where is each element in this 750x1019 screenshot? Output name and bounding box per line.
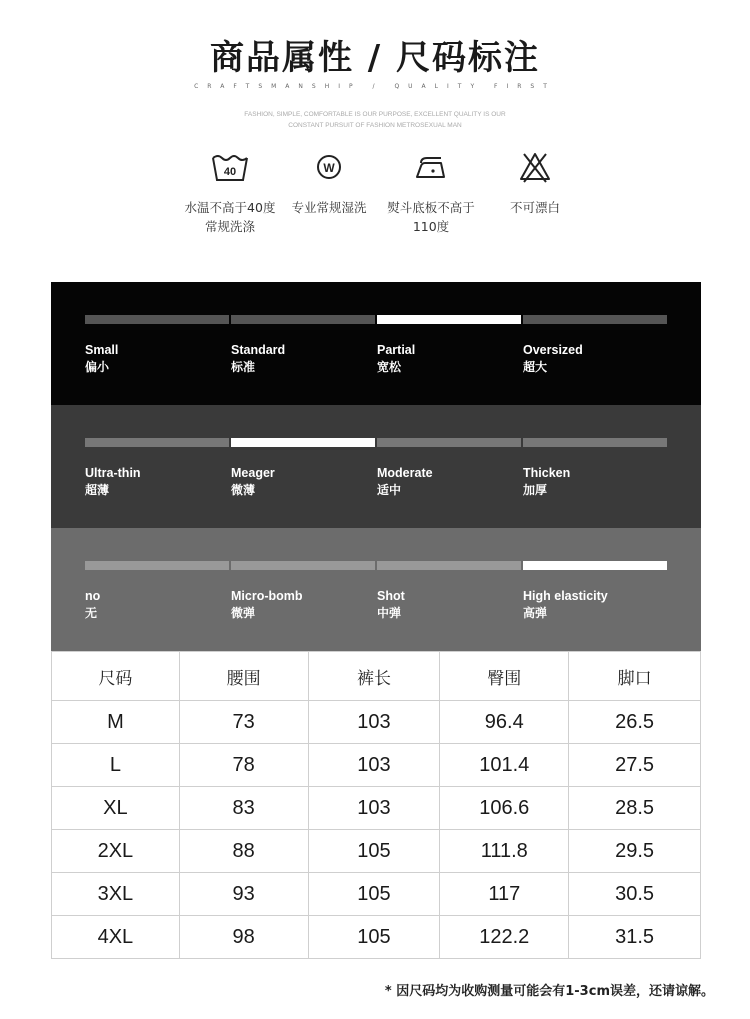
table-cell: 29.5 [569,830,701,873]
table-cell: 28.5 [569,787,701,830]
table-cell: 117 [440,873,569,916]
page-title: 商品属性 / 尺码标注 [209,38,541,78]
elasticity-option-zh: 微弹 [231,606,256,620]
care-instructions [0,150,750,250]
tagline [0,109,750,131]
thickness-option-en: Thicken [523,466,571,480]
table-cell: 27.5 [569,744,701,787]
care-wash-line-2: 常规洗涤 [204,219,255,234]
care-item-iron [371,150,491,236]
elasticity-option-no [85,588,100,622]
thickness-segment-ultrathin [85,438,229,447]
table-header-cell: 脚口 [569,652,701,701]
thickness-panel [51,405,701,528]
elasticity-option-en: Micro-bomb [231,589,303,603]
table-header-cell: 裤长 [308,652,440,701]
subtitle: CRAFTSMANSHIP / QUALITY FIRST [194,83,556,90]
fit-segment-partial [377,315,521,324]
table-header-cell: 腰围 [179,652,308,701]
fit-option-en: Small [85,343,119,357]
thickness-option-meager [231,465,275,499]
iron-icon [411,150,451,184]
fit-option-zh: 标准 [231,360,256,374]
table-cell: 31.5 [569,916,701,959]
elasticity-option-micro [231,588,303,622]
care-wash-line-1: 水温不高于40度 [184,200,276,215]
table-cell: 26.5 [569,701,701,744]
table-cell: 105 [308,830,440,873]
fit-option-en: Partial [377,343,416,357]
fit-panel [51,282,701,405]
fit-option-zh: 宽松 [377,360,402,374]
fit-segment-small [85,315,229,324]
fit-option-oversized [523,342,583,376]
table-header-cell: 臀围 [440,652,569,701]
elasticity-segment-no [85,561,229,570]
table-cell: 3XL [52,873,180,916]
table-cell: 103 [308,787,440,830]
table-cell: 4XL [52,916,180,959]
care-item-bleach [475,150,595,217]
table-cell: 101.4 [440,744,569,787]
thickness-segment-meager [231,438,375,447]
elasticity-option-zh: 中弹 [377,606,402,620]
thickness-option-zh: 加厚 [523,483,548,497]
thickness-segment-moderate [377,438,521,447]
wash-40-icon [210,150,250,184]
thickness-option-zh: 超薄 [85,483,110,497]
fit-option-zh: 偏小 [85,360,110,374]
fit-segment-standard [231,315,375,324]
table-cell: 111.8 [440,830,569,873]
thickness-segment-thicken [523,438,667,447]
table-cell: M [52,701,180,744]
thickness-option-thicken [523,465,570,499]
table-cell: 105 [308,916,440,959]
no-bleach-icon [515,150,555,184]
elasticity-option-high [523,588,608,622]
elasticity-segment-shot [377,561,521,570]
elasticity-option-en: Shot [377,589,405,603]
care-wetclean-line-1: 专业常规湿洗 [291,200,367,215]
thickness-option-zh: 适中 [377,483,402,497]
elasticity-segment-micro [231,561,375,570]
fit-option-zh: 超大 [523,360,548,374]
elasticity-option-en: High elasticity [523,589,608,603]
table-cell: 122.2 [440,916,569,959]
table-cell: 105 [308,873,440,916]
table-cell: 83 [179,787,308,830]
thickness-option-en: Moderate [377,466,433,480]
elasticity-option-en: no [85,589,101,603]
table-cell: L [52,744,180,787]
table-cell: 88 [179,830,308,873]
wet-clean-icon [309,150,349,184]
svg-text:W: W [323,161,335,175]
thickness-option-en: Meager [231,466,275,480]
care-iron-line-2: 110度 [412,219,450,234]
table-row [52,787,701,830]
table-header-cell: 尺码 [52,652,180,701]
table-header-row [52,652,701,701]
fit-option-partial [377,342,415,376]
table-row [52,701,701,744]
fit-option-small [85,342,118,376]
table-cell: 103 [308,701,440,744]
care-bleach-line-1: 不可漂白 [509,200,560,215]
table-cell: 30.5 [569,873,701,916]
thickness-option-moderate [377,465,433,499]
svg-text:40: 40 [223,166,237,178]
thickness-option-ultrathin [85,465,141,499]
fit-segment-oversized [523,315,667,324]
table-cell: 103 [308,744,440,787]
table-row [52,744,701,787]
fit-option-standard [231,342,285,376]
table-row [52,873,701,916]
table-cell: 93 [179,873,308,916]
table-row [52,830,701,873]
table-cell: 2XL [52,830,180,873]
table-row [52,916,701,959]
measurement-footnote: * 因尺码均为收购测量可能会有1-3cm误差，还请谅解。 [384,984,714,999]
tagline-line-1: FASHION, SIMPLE, COMFORTABLE IS OUR PURPOSE, EXCELLENT QUALITY IS OUR [244,111,506,118]
table-cell: 78 [179,744,308,787]
thickness-option-en: Ultra-thin [85,466,141,480]
tagline-line-2: CONSTANT PURSUIT OF FASHION METROSEXUAL MAN [288,122,462,129]
elasticity-option-zh: 无 [85,606,98,620]
table-cell: 106.6 [440,787,569,830]
thickness-option-zh: 微薄 [231,483,256,497]
table-cell: 96.4 [440,701,569,744]
table-cell: 98 [179,916,308,959]
size-table [51,651,701,959]
elasticity-panel [51,528,701,651]
table-cell: XL [52,787,180,830]
fit-option-en: Oversized [523,343,583,357]
table-cell: 73 [179,701,308,744]
care-iron-line-1: 熨斗底板不高于 [387,200,475,215]
elasticity-option-zh: 高弹 [523,606,548,620]
elasticity-segment-high [523,561,667,570]
elasticity-option-shot [377,588,405,622]
fit-option-en: Standard [231,343,286,357]
